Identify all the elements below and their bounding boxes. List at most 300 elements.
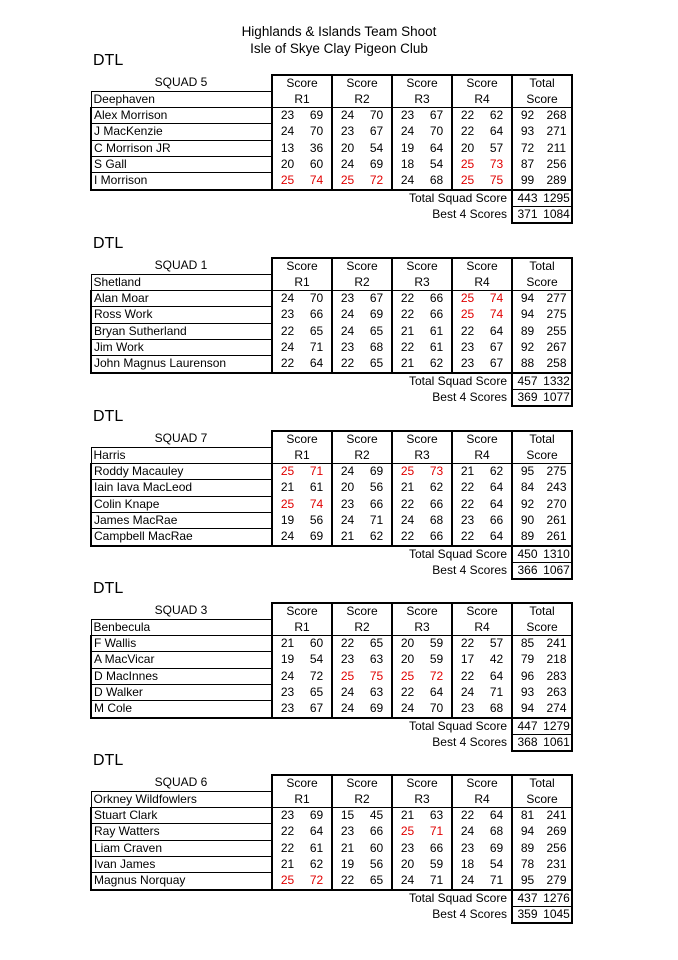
score-table xyxy=(90,257,573,407)
round-hits: 22 xyxy=(452,668,482,684)
header-row xyxy=(91,91,572,107)
round-score: 42 xyxy=(489,652,504,667)
round-score: 69 xyxy=(369,464,384,479)
shooter-name: Iain Iava MacLeod xyxy=(91,480,272,496)
round-score: 69 xyxy=(362,701,392,718)
round-score: 74 xyxy=(302,173,332,190)
total-hits: 93 xyxy=(512,684,542,700)
shooter-row xyxy=(91,323,572,339)
total-score-header: Score xyxy=(512,619,572,635)
round-label: R3 xyxy=(392,791,452,807)
score-header: Score xyxy=(332,603,392,619)
round-label: R1 xyxy=(272,274,332,290)
round-score: 64 xyxy=(302,356,332,373)
score-header: Score xyxy=(332,258,392,274)
round-score: 69 xyxy=(302,529,332,546)
round-hits: 22 xyxy=(392,339,422,355)
squad-total-score: 1310 xyxy=(542,546,572,563)
total-score: 211 xyxy=(542,140,572,156)
total-score: 256 xyxy=(542,840,572,856)
squad-total-row xyxy=(91,373,572,390)
round-hits: 23 xyxy=(272,684,302,700)
round-hits: 23 xyxy=(272,307,302,323)
round-score: 66 xyxy=(369,824,384,839)
round-hits: 23 xyxy=(452,840,482,856)
best4-row xyxy=(91,562,572,579)
round-hits: 22 xyxy=(452,496,482,512)
round-hits: 24 xyxy=(332,323,362,339)
round-hits: 21 xyxy=(392,323,422,339)
total-hits: 92 xyxy=(512,339,542,355)
shooter-row xyxy=(91,124,572,140)
total-hits: 93 xyxy=(512,124,542,140)
round-hits: 18 xyxy=(452,856,482,872)
round-score: 67 xyxy=(302,701,332,718)
total-hits: 88 xyxy=(512,356,542,373)
shooter-row xyxy=(91,808,572,824)
total-score-header: Score xyxy=(512,91,572,107)
squad-total-hits: 447 xyxy=(512,718,542,735)
shooter-name: Stuart Clark xyxy=(91,808,272,824)
round-score: 65 xyxy=(362,356,392,373)
round-label: R3 xyxy=(392,619,452,635)
round-score: 57 xyxy=(489,140,504,155)
round-score: 63 xyxy=(369,652,384,667)
round-hits: 20 xyxy=(272,156,302,172)
shooter-name: Liam Craven xyxy=(91,840,272,856)
best4-hits: 359 xyxy=(512,906,542,923)
round-score: 62 xyxy=(422,356,452,373)
total-hits: 72 xyxy=(512,140,542,156)
shooter-name: Alan Moar xyxy=(91,291,272,307)
score-header: Score xyxy=(452,431,512,447)
shooter-name: Colin Knape xyxy=(91,496,272,512)
team-name: Deephaven xyxy=(91,91,272,107)
round-hits: 25 xyxy=(452,173,482,190)
discipline-label: DTL xyxy=(93,408,124,425)
best4-label: Best 4 Scores xyxy=(432,735,507,750)
round-hits: 23 xyxy=(332,496,362,512)
squad-total-score: 1276 xyxy=(542,890,572,907)
total-hits: 92 xyxy=(512,496,542,512)
round-score: 64 xyxy=(489,668,504,683)
round-hits: 20 xyxy=(392,856,422,872)
round-score: 71 xyxy=(369,512,384,527)
squad-total-score: 1295 xyxy=(542,190,572,207)
round-score: 68 xyxy=(369,339,384,354)
shooter-name: D MacInnes xyxy=(91,668,272,684)
round-hits: 25 xyxy=(392,464,422,480)
round-score: 67 xyxy=(429,108,444,123)
best4-row xyxy=(91,734,572,751)
header-row xyxy=(91,447,572,463)
best4-label: Best 4 Scores xyxy=(432,563,507,578)
shooter-row xyxy=(91,840,572,856)
round-score: 61 xyxy=(309,840,324,855)
round-hits: 13 xyxy=(272,140,302,156)
round-hits: 20 xyxy=(452,140,482,156)
shooter-row xyxy=(91,873,572,890)
squad-total-label: Total Squad Score xyxy=(408,718,507,733)
round-score: 67 xyxy=(369,291,384,306)
round-label: R2 xyxy=(332,447,392,463)
round-hits: 25 xyxy=(452,291,482,307)
total-score: 275 xyxy=(542,464,572,480)
score-header: Score xyxy=(392,75,452,91)
round-hits: 22 xyxy=(452,480,482,496)
total-header: Total xyxy=(512,258,572,274)
total-hits: 79 xyxy=(512,652,542,668)
total-score: 241 xyxy=(542,808,572,824)
round-hits: 22 xyxy=(452,108,482,124)
round-score: 70 xyxy=(429,124,444,139)
round-score: 62 xyxy=(489,108,504,123)
score-header: Score xyxy=(272,431,332,447)
header-row xyxy=(91,619,572,635)
total-hits: 87 xyxy=(512,156,542,172)
round-hits: 19 xyxy=(272,512,302,528)
round-score: 66 xyxy=(429,496,444,511)
round-label: R2 xyxy=(332,91,392,107)
total-hits: 81 xyxy=(512,808,542,824)
round-score: 64 xyxy=(489,496,504,511)
total-score: 270 xyxy=(542,496,572,512)
squad-total-hits: 443 xyxy=(512,190,542,207)
shooter-name: Ray Watters xyxy=(91,824,272,840)
round-hits: 23 xyxy=(272,701,302,718)
total-score: 261 xyxy=(542,512,572,528)
total-score-header: Score xyxy=(512,274,572,290)
round-score: 66 xyxy=(422,529,452,546)
round-hits: 22 xyxy=(332,636,362,652)
round-hits: 24 xyxy=(332,464,362,480)
best4-row xyxy=(91,389,572,406)
shooter-name: C Morrison JR xyxy=(91,140,272,156)
total-hits: 94 xyxy=(512,291,542,307)
round-hits: 22 xyxy=(392,496,422,512)
round-score: 36 xyxy=(309,140,324,155)
shooter-row xyxy=(91,668,572,684)
round-score: 66 xyxy=(429,291,444,306)
round-score: 64 xyxy=(489,808,504,823)
round-score: 65 xyxy=(362,873,392,890)
round-score: 68 xyxy=(489,824,504,839)
round-hits: 23 xyxy=(272,108,302,124)
total-header: Total xyxy=(512,431,572,447)
round-hits: 24 xyxy=(332,512,362,528)
team-name: Orkney Wildfowlers xyxy=(91,791,272,807)
round-score: 59 xyxy=(429,652,444,667)
round-score: 56 xyxy=(309,512,324,527)
round-score: 64 xyxy=(489,480,504,495)
round-hits: 22 xyxy=(272,824,302,840)
round-hits: 23 xyxy=(392,108,422,124)
round-score: 75 xyxy=(482,173,512,190)
round-hits: 23 xyxy=(332,291,362,307)
round-score: 64 xyxy=(309,824,324,839)
round-hits: 22 xyxy=(452,529,482,546)
header-row xyxy=(91,791,572,807)
score-table xyxy=(90,774,573,924)
round-hits: 22 xyxy=(452,323,482,339)
round-score: 56 xyxy=(369,856,384,871)
round-score: 66 xyxy=(429,840,444,855)
score-table xyxy=(90,602,573,752)
total-score: 289 xyxy=(542,173,572,190)
round-hits: 23 xyxy=(332,339,362,355)
round-hits: 24 xyxy=(392,873,422,890)
round-label: R3 xyxy=(392,91,452,107)
round-hits: 25 xyxy=(392,668,422,684)
round-score: 71 xyxy=(309,464,324,479)
round-label: R4 xyxy=(452,91,512,107)
score-table xyxy=(90,430,573,580)
round-score: 61 xyxy=(429,323,444,338)
round-label: R3 xyxy=(392,447,452,463)
round-hits: 19 xyxy=(392,140,422,156)
round-score: 69 xyxy=(489,840,504,855)
best4-hits: 371 xyxy=(512,206,542,223)
shooter-name: James MacRae xyxy=(91,512,272,528)
round-score: 64 xyxy=(489,323,504,338)
shooter-row xyxy=(91,636,572,652)
shooter-name: F Wallis xyxy=(91,636,272,652)
score-header: Score xyxy=(272,258,332,274)
round-hits: 22 xyxy=(392,307,422,323)
round-score: 70 xyxy=(422,701,452,718)
round-score: 71 xyxy=(429,824,444,839)
shooter-row xyxy=(91,529,572,546)
shooter-row xyxy=(91,156,572,172)
round-hits: 22 xyxy=(452,636,482,652)
header-row xyxy=(91,75,572,91)
round-score: 72 xyxy=(302,873,332,890)
round-score: 75 xyxy=(369,668,384,683)
round-hits: 22 xyxy=(392,684,422,700)
squad-block xyxy=(90,235,590,407)
round-hits: 25 xyxy=(272,873,302,890)
best4-row xyxy=(91,906,572,923)
shooter-row xyxy=(91,684,572,700)
round-score: 54 xyxy=(309,652,324,667)
shooter-row xyxy=(91,464,572,480)
round-score: 72 xyxy=(362,173,392,190)
total-header: Total xyxy=(512,603,572,619)
round-hits: 22 xyxy=(332,873,362,890)
total-hits: 92 xyxy=(512,108,542,124)
round-score: 72 xyxy=(309,668,324,683)
total-score: 269 xyxy=(542,824,572,840)
squad-total-label: Total Squad Score xyxy=(408,890,507,905)
round-score: 54 xyxy=(429,156,444,171)
round-score: 63 xyxy=(429,808,444,823)
round-hits: 22 xyxy=(392,529,422,546)
best4-row xyxy=(91,206,572,223)
round-hits: 22 xyxy=(452,808,482,824)
total-header: Total xyxy=(512,775,572,791)
round-label: R4 xyxy=(452,447,512,463)
round-hits: 25 xyxy=(452,307,482,323)
round-hits: 25 xyxy=(452,156,482,172)
squad-total-hits: 457 xyxy=(512,373,542,390)
shooter-row xyxy=(91,824,572,840)
round-score: 74 xyxy=(489,291,504,306)
round-hits: 21 xyxy=(332,529,362,546)
shooter-row xyxy=(91,652,572,668)
total-hits: 84 xyxy=(512,480,542,496)
round-hits: 18 xyxy=(392,156,422,172)
round-hits: 21 xyxy=(272,480,302,496)
squad-label: SQUAD 3 xyxy=(154,603,208,618)
event-title: Highlands & Islands Team Shoot xyxy=(241,24,437,39)
shooter-row xyxy=(91,480,572,496)
shooter-name: J MacKenzie xyxy=(91,124,272,140)
round-score: 66 xyxy=(489,512,504,527)
shooter-row xyxy=(91,307,572,323)
score-header: Score xyxy=(272,603,332,619)
best4-score: 1077 xyxy=(542,389,572,406)
round-score: 71 xyxy=(482,873,512,890)
score-header: Score xyxy=(272,775,332,791)
best4-hits: 366 xyxy=(512,562,542,579)
header-row xyxy=(91,431,572,447)
round-hits: 23 xyxy=(452,356,482,373)
round-score: 60 xyxy=(369,840,384,855)
round-hits: 20 xyxy=(332,140,362,156)
total-score: 256 xyxy=(542,156,572,172)
best4-score: 1067 xyxy=(542,562,572,579)
total-hits: 96 xyxy=(512,668,542,684)
shooter-name: Ivan James xyxy=(91,856,272,872)
total-score-header: Score xyxy=(512,447,572,463)
round-hits: 23 xyxy=(452,339,482,355)
score-header: Score xyxy=(332,75,392,91)
round-label: R2 xyxy=(332,274,392,290)
shooter-name: D Walker xyxy=(91,684,272,700)
round-label: R4 xyxy=(452,791,512,807)
round-label: R1 xyxy=(272,619,332,635)
round-hits: 25 xyxy=(332,668,362,684)
round-score: 62 xyxy=(489,464,504,479)
total-score: 279 xyxy=(542,873,572,890)
total-score-header: Score xyxy=(512,791,572,807)
best4-score: 1084 xyxy=(542,206,572,223)
squad-label: SQUAD 7 xyxy=(154,431,208,446)
shooter-name: Jim Work xyxy=(91,339,272,355)
total-score: 241 xyxy=(542,636,572,652)
score-header: Score xyxy=(452,603,512,619)
round-hits: 25 xyxy=(332,173,362,190)
round-score: 66 xyxy=(309,307,324,322)
squad-label: SQUAD 5 xyxy=(154,75,208,90)
round-hits: 24 xyxy=(332,108,362,124)
total-hits: 99 xyxy=(512,173,542,190)
round-label: R2 xyxy=(332,619,392,635)
round-hits: 23 xyxy=(332,824,362,840)
round-hits: 24 xyxy=(272,668,302,684)
total-hits: 90 xyxy=(512,512,542,528)
round-hits: 24 xyxy=(272,291,302,307)
round-score: 73 xyxy=(489,156,504,171)
squad-block xyxy=(90,580,590,752)
round-hits: 24 xyxy=(272,124,302,140)
shooter-name: I Morrison xyxy=(91,173,272,190)
squad-total-row xyxy=(91,546,572,563)
round-score: 74 xyxy=(489,307,504,322)
round-score: 60 xyxy=(309,156,324,171)
round-score: 67 xyxy=(489,339,504,354)
shooter-row xyxy=(91,108,572,124)
round-hits: 25 xyxy=(272,496,302,512)
total-hits: 78 xyxy=(512,856,542,872)
round-hits: 20 xyxy=(392,652,422,668)
shooter-name: Campbell MacRae xyxy=(91,529,272,546)
round-score: 65 xyxy=(369,636,384,651)
round-score: 61 xyxy=(309,480,324,495)
total-score: 268 xyxy=(542,108,572,124)
total-score: 271 xyxy=(542,124,572,140)
round-score: 45 xyxy=(369,808,384,823)
round-label: R4 xyxy=(452,619,512,635)
round-hits: 15 xyxy=(332,808,362,824)
score-header: Score xyxy=(392,258,452,274)
best4-hits: 369 xyxy=(512,389,542,406)
round-score: 69 xyxy=(369,156,384,171)
round-hits: 23 xyxy=(452,701,482,718)
score-header: Score xyxy=(392,431,452,447)
round-score: 59 xyxy=(429,636,444,651)
round-score: 62 xyxy=(309,856,324,871)
best4-score: 1045 xyxy=(542,906,572,923)
round-hits: 24 xyxy=(392,173,422,190)
round-hits: 21 xyxy=(392,356,422,373)
total-hits: 89 xyxy=(512,529,542,546)
round-score: 67 xyxy=(369,124,384,139)
round-hits: 24 xyxy=(332,701,362,718)
round-label: R1 xyxy=(272,91,332,107)
shooter-row xyxy=(91,356,572,373)
round-score: 56 xyxy=(369,480,384,495)
best4-label: Best 4 Scores xyxy=(432,207,507,222)
round-score: 69 xyxy=(309,108,324,123)
round-score: 61 xyxy=(429,339,444,354)
discipline-label: DTL xyxy=(93,580,124,597)
total-score: 261 xyxy=(542,529,572,546)
discipline-label: DTL xyxy=(93,752,124,769)
score-header: Score xyxy=(392,775,452,791)
total-score: 283 xyxy=(542,668,572,684)
round-score: 60 xyxy=(309,636,324,651)
discipline-label: DTL xyxy=(93,52,124,69)
squad-label: SQUAD 1 xyxy=(154,258,208,273)
squad-label: SQUAD 6 xyxy=(154,775,208,790)
round-hits: 21 xyxy=(272,636,302,652)
best4-label: Best 4 Scores xyxy=(432,390,507,405)
round-hits: 21 xyxy=(392,808,422,824)
shooter-row xyxy=(91,701,572,718)
squad-total-row xyxy=(91,718,572,735)
round-label: R3 xyxy=(392,274,452,290)
round-hits: 24 xyxy=(452,873,482,890)
round-hits: 20 xyxy=(392,636,422,652)
header-row xyxy=(91,258,572,274)
squad-block xyxy=(90,52,590,224)
total-score: 258 xyxy=(542,356,572,373)
round-score: 68 xyxy=(429,512,444,527)
round-score: 54 xyxy=(489,856,504,871)
round-hits: 22 xyxy=(272,840,302,856)
round-hits: 22 xyxy=(332,356,362,373)
